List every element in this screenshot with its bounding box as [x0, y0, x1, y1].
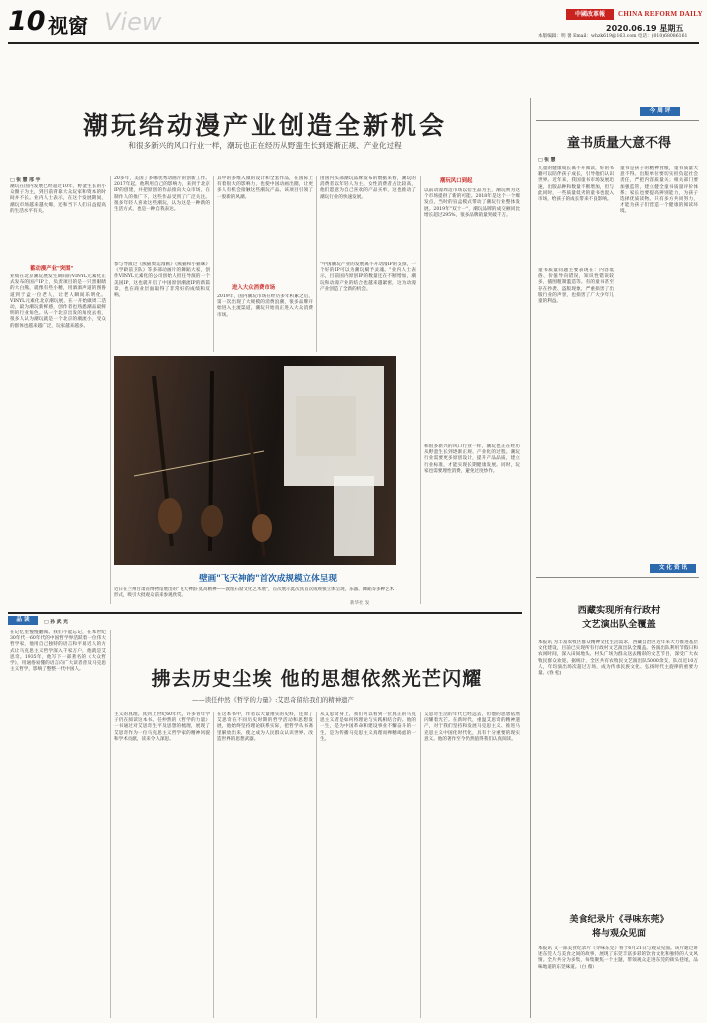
right-column-rule — [530, 98, 531, 1018]
lower-byline: □ 孙 武 光 — [44, 619, 68, 625]
col-rule — [110, 630, 111, 1018]
col-rule — [213, 712, 214, 1018]
review-col2-para: 童书是孩子的精神食粮，童书质量大意不得。出版单位要切实担负起社会责任，严把内容质量关；相关部门要加强监管，建立健全童书质量评价体系；家长也要提高辨别能力，为孩子选择优质读物。只有多方共同努力，才能为孩子们营造一个健康的阅读环境。 — [620, 166, 698, 215]
main-col2-para1: 20多年，美国了多哪优秀动画片的创新工作。2017年起，他利用自己的影响力，来到于北京IP的创建，并把原创的作品推向大众市场，在制作人的推广下，这些作品受到了广泛关注。很多年轻人喜欢这些潮玩，认为这是一种新的生活方式，也是一种自我表达。 — [114, 176, 210, 213]
main-col4-para1: 由国内头部潮玩品牌发布的数据来看，潮玩的消费者以年轻人为主，女性消费者占比较高，他们愿意为自己喜欢的产品买单，这也推动了潮玩行业的快速发展。 — [320, 176, 416, 200]
col-rule — [110, 176, 111, 604]
main-subhead-1: 蓄动漫产业"突围" — [30, 266, 74, 272]
lower-col3: 在这本书中，作者以大量翔实的史料，还原了艾思奇在不同历史时期的哲学活动和思想发展，他始终坚持理论联系实际，把哲学从书斋里解放出来，使之成为人民群众认识世界、改造世界的思想武器。 — [217, 712, 313, 742]
col-rule — [420, 176, 421, 604]
main-subhead-3: 潮玩风口到起 — [440, 178, 473, 184]
main-subhead-2: 进入大众消费市场 — [232, 285, 276, 291]
lower-col2: 主义的真理。真到上世纪60年代，许多青年学子仍在阅读这本书。任仲然的《哲学的力量》一书通过对艾思奇生平及思想的梳理，展现了艾思奇作为一位马克思主义哲学家的精神风貌和学术贡献，读来令人深思。 — [114, 712, 210, 742]
lower-col5: 艾思奇生活的年代已经远去，但他的思想依然闪耀着光芒。在新时代，重温艾思奇的精神遗产，对于我们坚持和发展马克思主义、推进马克思主义中国化时代化，具有十分重要的现实意义。他的著作至今仍然值得我们认真阅读。 — [424, 712, 520, 742]
documentary-headline-line1: 美食纪录片《寻味东莞》 — [569, 915, 669, 925]
col-rule — [213, 176, 214, 352]
main-col5-para1: 以前动漫周边市场以衍生品为主，潮玩则为这个市场提供了新的可能。2018年是这个一个爆发点，当时的盲盒模式带动了潮玩行业整体发展。2019年"双十一"，潮玩品牌的成交额同比增长超过295%，很多品牌销量突破千万。 — [424, 188, 520, 218]
review-headline: 童书质量大意不得 — [566, 136, 671, 151]
exhibition-photo — [114, 356, 396, 565]
documentary-article-body: 本报讯 又一部美食纪录片《寻味东莞》将于6月21日与观众见面。该片通过讲述东莞人与美食之间的故事，展现了东莞丰富多彩的饮食文化和独特的人文风情。全片共分为多集，每集聚焦一个主题，带领观众走进东莞的街头巷尾，品味地道的东莞味道。（白 薇） — [538, 946, 698, 970]
col-rule — [316, 712, 317, 1018]
section-tab-weekly-review: 今 周 评 — [640, 107, 680, 116]
tibet-headline-line1: 西藏实现所有行政村 — [577, 605, 661, 616]
review-col1-para2: 童书质量问题主要表现在：内容低俗、价值导向错误，知识性错误较多，插图粗制滥造等。有的童书甚至存在抄袭、盗版现象，严重损害了出版行业的声誉，也损害了广大少年儿童的利益。 — [538, 268, 614, 305]
lower-col1: 在记忆里慢慢翻阅。我们不能忘记，在本世纪30年代一60年代的中国哲学界活跃着一位伟大哲学家，他用自己独特的语言和平易近人的方式让马克思主义哲学深入千家万户，他就是艾思奇。1935年，他写下一部著名的《大众哲学》，用通俗易懂的语言向广大读者普及马克思主义哲学，影响了整整一代中国人。 — [10, 630, 106, 673]
main-col1-para2: 业绩在北京潮玩展发生期间的VINYL元素化正式发布的国产IP上，负责项目的是一只黑眼睛的大白熊，就像有些小精，用酒酒声道的图鲁道到于盒一位老人，让老人瞬间乐明化。VINYL元素化北京潮玩展，在一开始做周二活动，最为潮玩新鲜感，创作者也熟悉潮品最鲜明的行业角色。从一个北京出发的角度去看，很多人认为潮玩就是一个北京的潮流小，受众的群体也越来越广泛，玩家越来越多。 — [10, 274, 106, 329]
section-tab-culture-news: 文 化 资 讯 — [650, 564, 696, 573]
main-col3-para1: 其中的多维入微的设计和全套作品，在国际上有着很大的影响力，也使中国动画出圈，让更多人有机会接触这些潮玩产品。该项目引领了一股新的风潮。 — [217, 176, 313, 200]
tibet-headline-line2: 文艺演出队全覆盖 — [582, 619, 656, 630]
page-number: 10 — [8, 6, 46, 37]
review-byline: □ 张 慧 — [538, 157, 556, 163]
lower-col4: 从艾思奇身上，我们可以看到一位真正的马克思主义者是如何将理论与实践相结合的。他的一生，是为中国革命和建设事业不懈奋斗的一生，是为传播马克思主义真理而殚精竭虑的一生。 — [320, 712, 416, 742]
col-rule — [420, 712, 421, 1018]
col-rule — [316, 176, 317, 352]
tibet-article-body: 本报讯 为丰富农牧区群众精神文化生活需求，西藏自治区近年来大力推进基层文化建设，目前已实现所有行政村文艺演出队全覆盖。各演出队利用节假日和农闲时间，深入田间地头、村头广场为群众送去精彩的文艺节目，深受广大农牧民群众欢迎。据统计，全区共有农牧民文艺演出队5000余支，队员近10万人，年均演出场次超过万场，成为传承民族文化、弘扬时代主旋律的重要力量。(春 松) — [538, 640, 698, 677]
documentary-headline-line2: 将与观众见面 — [591, 929, 646, 939]
main-col3-para2: 2019年，国内潮玩市场在经历多年积累之后，第一次出现了大规模的消费浪潮，很多品牌开始进入主流渠道，潮玩开始真正进入大众消费市场。 — [217, 294, 313, 318]
section-tab-reading: 品 读 — [8, 616, 38, 625]
newspaper-name-en: CHINA REFORM DAILY — [618, 10, 703, 18]
issue-date: 2020.06.19 星期五 — [606, 24, 684, 33]
main-byline: □ 张 慧 邢 宇 — [10, 177, 41, 183]
main-subheadline: 和很多新兴的风口行业一样，潮玩也正在经历从野蛮生长到逐渐正规、产业化过程 — [128, 141, 402, 150]
header-rule — [8, 42, 699, 44]
right-rule — [536, 577, 699, 578]
main-col2-para2: 参与导演过《熊猫奥运漫画》《熊猫和小猫咪》《学龄前卫队》等多部动画片的舞蹈大家，创作VINYL元素化的公司创始人担任导演的一个美国IP，这也就开启了中国原创潮流IP的新篇章，也在商业层面取得了非常好的成绩和反响。 — [114, 262, 210, 299]
right-rule — [536, 120, 699, 121]
lower-headline: 拂去历史尘埃 他的思想依然光芒闪耀 — [151, 668, 483, 690]
photo-caption: 近日在兰州甘肃省博物馆展出的"飞天神韵·莫高精神——敦煌石窟文化艺术展"，首次展示此次真首次成规模立体呈现，乐器、舞蹈等多种艺术形式，吸引大批观众前来参观欣赏。 — [114, 587, 395, 598]
lower-subheadline: ——读任仲然《哲学的力量》:艾思奇留给我们的精神遗产 — [192, 696, 354, 704]
newspaper-logo: 中國改革報 — [566, 9, 614, 20]
editor-info: 本版编辑：明 暑 Email：whzk619@163.com 电话：(010)68086161 — [538, 34, 688, 39]
section-title-cn: 视窗 — [48, 14, 88, 38]
review-col1-para1: 儿童的健康成长离不开阅读，好的书籍可以陪伴孩子成长，引导他们认识世界。近年来，我国童书市场发展迅速，出版品种和数量不断增加，但与此同时，一些质量低劣的童书也混入市场，给孩子的成长带来不良影响。 — [538, 166, 614, 203]
section-title-en: View — [104, 8, 162, 36]
main-col4-para2: "中国潮玩产业的发展离不开动漫IP的支撑，一个好的IP可以为潮玩赋予灵魂。"业内人士表示，目前国内原创IP的数量还在不断增加，潮玩和动漫产业的结合也越来越紧密，这为动漫产业创造了全新的机会。 — [320, 262, 416, 292]
photo-credit: 新华社 发 — [350, 601, 370, 606]
photo-caption-title: 壁画"飞天神韵"首次成规模立体呈现 — [199, 574, 337, 584]
erhu-instruments-illustration — [114, 356, 396, 565]
main-col5-para2: 和很多新兴的风口行业一样，潮玩也正在经历从野蛮生长到逐渐正规、产业化的过程。潮玩行业需要更多原创设计，提升产品品质，建立行业标准，才能实现长期健康发展。同时，玩家也需要理性消费，避免过度炒作。 — [424, 444, 520, 474]
main-headline: 潮玩给动漫产业创造全新机会 — [82, 111, 447, 140]
main-col1-para1: 潮玩在国内发展已经超过10年，野蛮生长的小众圈子为主，到目前背靠大众玩家和资本的时间并不长。业内人士表示，在这个发展期间，潮玩市场越来越火爆，还和当下人们日益提高的生活水平有关。 — [10, 184, 106, 214]
section-rule — [8, 612, 522, 614]
